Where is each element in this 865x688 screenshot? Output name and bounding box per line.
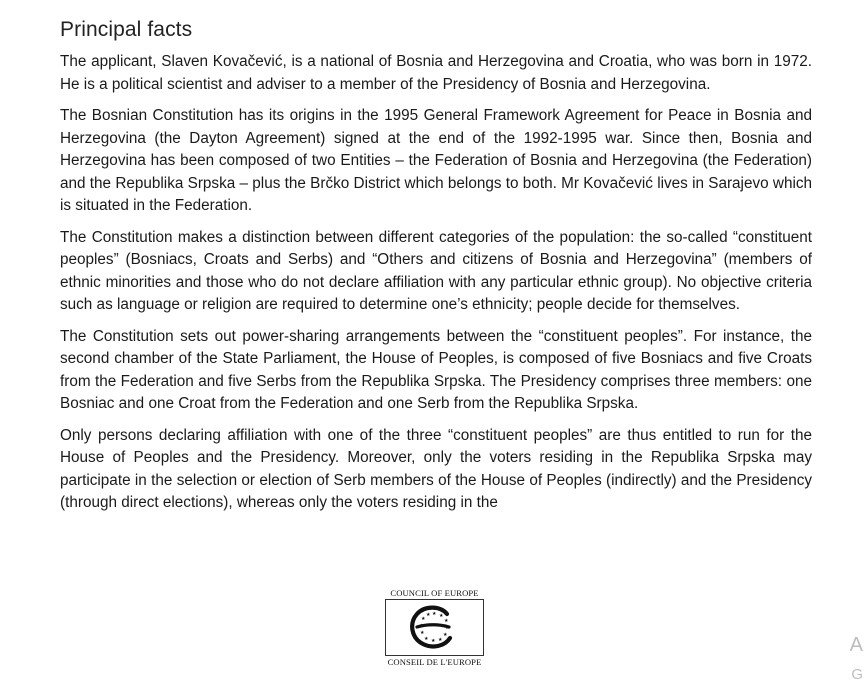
svg-text:★: ★ [424, 636, 429, 642]
document-page [60, 18, 812, 524]
edge-overlay-glyph-g: G [851, 666, 863, 683]
svg-text:★: ★ [431, 638, 436, 644]
logo-top-text: COUNCIL OF EUROPE [390, 588, 479, 598]
paragraph-constituent-peoples: The Constitution makes a distinction between different categories of the population: the so-called “constituent peoples” (Bosniacs, Croats and Serbs) and “Others and citizens of Bosnia and Herzegovina” (members of ethnic minorities and those who do not declare affiliation with any particular ethnic group). No objective criteria such as language or religion are required to determine one’s ethnicity; people decide for themselves. [60, 228, 812, 313]
council-of-europe-logo [384, 588, 485, 667]
logo-bottom-text: CONSEIL DE L'EUROPE [387, 657, 482, 667]
svg-text:★: ★ [426, 612, 431, 618]
paragraph-power-sharing: The Constitution sets out power-sharing arrangements between the “constituent peoples”. For instance, the second chamber of the State Parliament, the House of Peoples, is composed of five Bosniacs and five Croats from the Federation and five Serbs from the Republika Srpska. The Presidency comprises three members: one Bosniac and one Croat from the Federation and one Serb from the Republika Srpska. [60, 327, 812, 412]
svg-text:★: ★ [421, 616, 426, 622]
svg-text:★: ★ [419, 623, 424, 629]
svg-text:★: ★ [420, 630, 425, 636]
svg-text:★: ★ [443, 632, 448, 638]
svg-text:★: ★ [444, 618, 449, 624]
edge-overlay-glyph-a: A [849, 634, 863, 656]
svg-text:★: ★ [445, 625, 450, 631]
svg-text:★: ★ [439, 613, 444, 619]
section-heading: Principal facts [60, 18, 193, 41]
paragraph-applicant: The applicant, Slaven Kovačević, is a national of Bosnia and Herzegovina and Croatia, who was born in 1972. He is a political scientist and adviser to a member of the Presidency of Bosnia and Herzegovina. [60, 53, 812, 93]
council-of-europe-stars-icon [403, 602, 465, 652]
logo-box [385, 599, 484, 656]
svg-text:★: ★ [432, 611, 437, 617]
paragraph-constitution-origins: The Bosnian Constitution has its origins in the 1995 General Framework Agreement for Peace in Bosnia and Herzegovina (the Dayton Agreement) signed at the end of the 1992-1995 war. Since then, Bosnia and Herzegovina has been composed of two Entities – the Federation of Bosnia and Herzegovina (the Federation) and the Republika Srpska – plus the Brčko District which belongs to both. Mr Kovačević lives in Sarajevo which is situated in the Federation. [60, 107, 812, 214]
paragraph-eligibility: Only persons declaring affiliation with one of the three “constituent peoples” are thus entitled to run for the House of Peoples and the Presidency. Moreover, only the voters residing in the Republika Srpska may participate in the selection or election of Serb members of the House of Peoples (indirectly) and the Presidency (through direct elections), whereas only the voters residing in the [60, 426, 812, 511]
svg-text:★: ★ [438, 637, 443, 643]
